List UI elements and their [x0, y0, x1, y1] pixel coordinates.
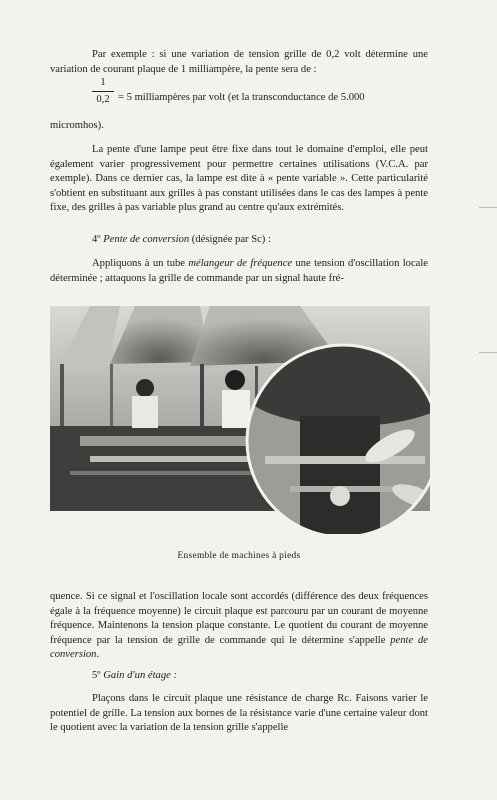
paragraph-mixer: Appliquons à un tube mélangeur de fréquence une tension d'oscillation locale déterminée ; attaquons la grille de commande par un signal haute fré- — [50, 258, 428, 284]
worker-1 — [136, 379, 154, 397]
fraction-denominator: 0,2 — [96, 94, 110, 105]
fraction-bar — [92, 91, 114, 92]
paragraph-gain: Plaçons dans le circuit plaque une résistance de charge Rc. Faisons varier le potentiel de grille. La tension aux bornes de la résistance varie d'une certaine valeur dont le quotient avec la variation de la tension grille s'appelle — [50, 693, 428, 734]
page-edge-mark — [479, 352, 497, 353]
fraction-numerator: 1 — [100, 77, 106, 88]
paragraph-conversion: quence. Si ce signal et l'oscillation locale sont accordés (différence des deux fréquences égale à la fréquence moyenne) le circuit plaque est parcouru par un courant de moyenne fréquence. Maintenons la tension plaque constante. Le quotient du courant de moyenne fréquence par la tension de grille de commande qui le détermine s'appelle pente de conversion. — [50, 591, 429, 661]
page-edge-mark — [479, 207, 497, 208]
factory-photo — [50, 306, 430, 534]
heading-rest: (désignée par Sc) : — [189, 234, 271, 245]
mixer-term: mélangeur de fréquence — [188, 258, 293, 269]
heading-stage-gain — [50, 669, 428, 684]
paragraph-variable-slope: La pente d'une lampe peut être fixe dans tout le domaine d'emploi, elle peut également varier progressivement pour permettre certaines utilisations (V.C.A. par exemple). Dans ce dernier cas, la lampe est dite à « pente variable ». Cette particularité s'obtient en substituant aux grilles à pas constant utilisées dans le cas des lampes à pente fixe, des grilles à pas variable plus grand au centre qu'aux extrémités. — [50, 144, 428, 214]
heading-conversion-slope — [50, 233, 428, 248]
heading-number: 4º — [92, 234, 101, 245]
conversion-term: pente de conversion — [50, 634, 429, 661]
micromhos-line: micromhos). — [50, 120, 104, 131]
heading-number: 5º — [92, 670, 101, 681]
equation-result: = 5 milliampères par volt (et la transconductance de 5.000 — [118, 92, 365, 103]
worker-2 — [225, 370, 245, 390]
photo-caption: Ensemble de machines à pieds — [177, 551, 301, 561]
fraction — [92, 76, 114, 107]
paragraph-example: Par exemple : si une variation de tension grille de 0,2 volt détermine une variation de courant plaque de 1 milliampère, la pente sera de : — [50, 49, 428, 75]
heading-title: Gain d'un étage : — [103, 670, 178, 681]
heading-title: Pente de conversion — [103, 234, 190, 245]
